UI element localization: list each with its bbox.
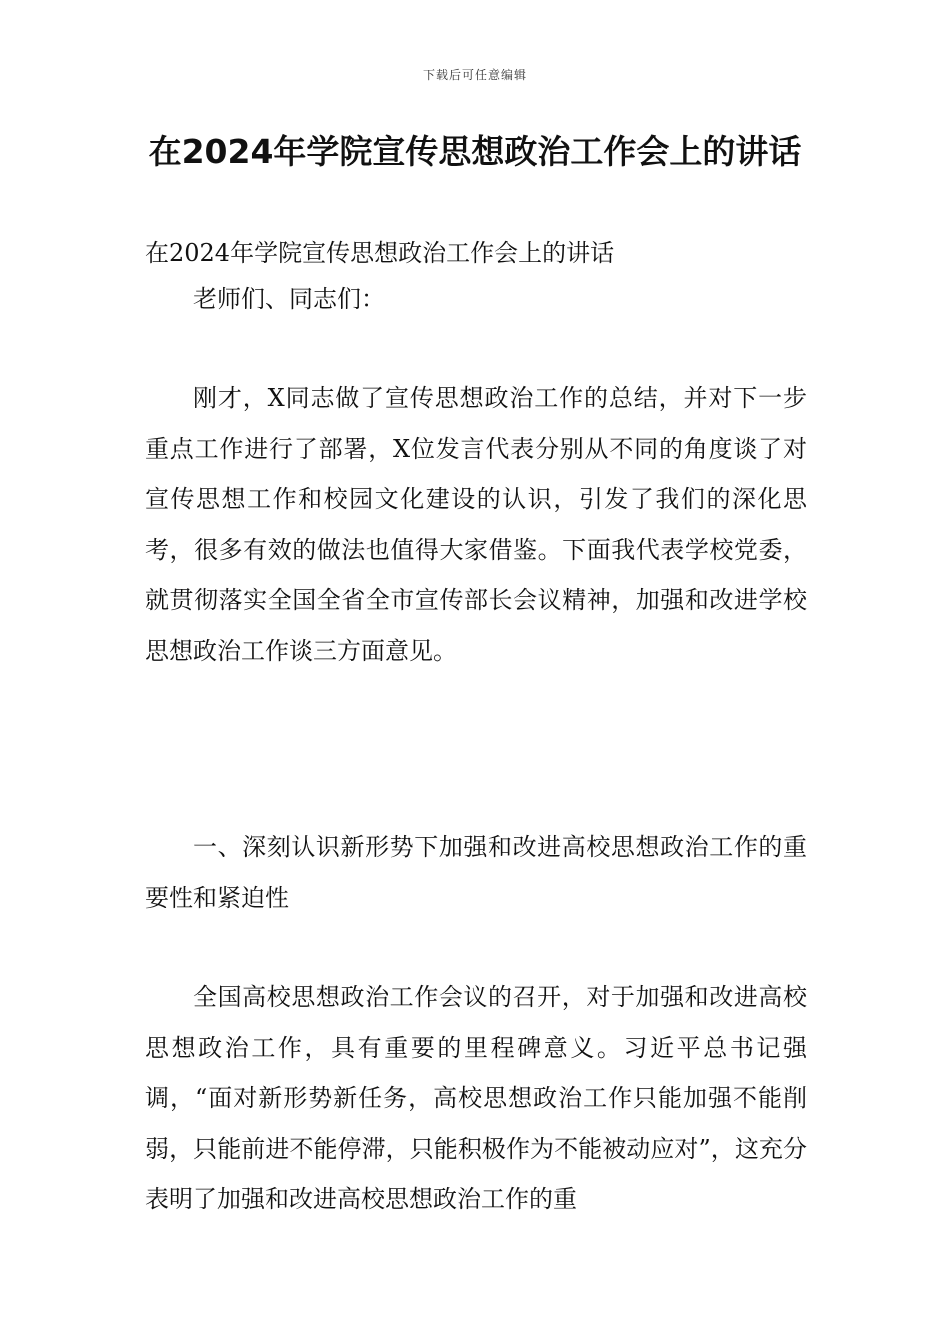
paragraph-2: 全国高校思想政治工作会议的召开，对于加强和改进高校思想政治工作，具有重要的里程碑意义。习近平总书记强调，“面对新形势新任务，高校思想政治工作只能加强不能削弱，只能前进不能停滞，只能积极作为不能被动应对”，这充分表明了加强和改进高校思想政治工作的重: [145, 983, 807, 1213]
paragraph-1: 刚才，X同志做了宣传思想政治工作的总结，并对下一步重点工作进行了部署，X位发言代表分别从不同的角度谈了对宣传思想工作和校园文化建设的认识，引发了我们的深化思考，很多有效的做法也值得大家借鉴。下面我代表学校党委，就贯彻落实全国全省全市宣传部长会议精神，加强和改进学校思想政治工作谈三方面意见。: [145, 384, 807, 665]
greeting-line: 老师们、同志们：: [193, 285, 385, 313]
header-note: 下载后可任意编辑: [422, 68, 527, 82]
document-title: 在2024年学院宣传思想政治工作会上的讲话: [148, 132, 802, 171]
document-subtitle: 在2024年学院宣传思想政治工作会上的讲话: [145, 239, 615, 267]
section-heading-1: 一、深刻认识新形势下加强和改进高校思想政治工作的重要性和紧迫性: [145, 833, 807, 912]
